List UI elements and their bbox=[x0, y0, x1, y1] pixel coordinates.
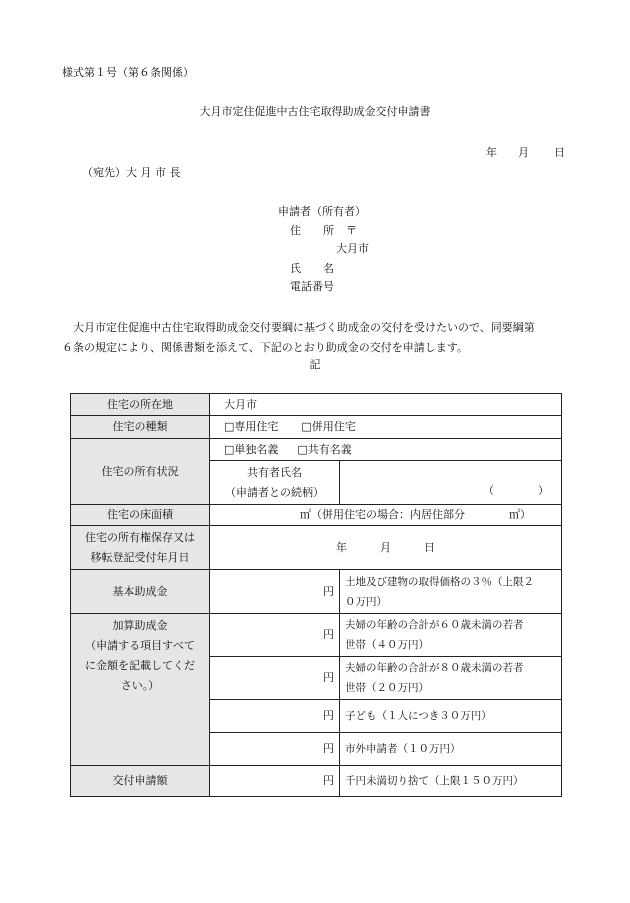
young-couple-60-note bbox=[340, 614, 562, 657]
date-year: 年 bbox=[486, 146, 497, 159]
location-value[interactable]: 大月市 bbox=[210, 394, 562, 416]
checkbox-sole-ownership[interactable]: □単独名義 bbox=[224, 442, 279, 456]
total-note: 千円未満切り捨て（上限１５０万円） bbox=[340, 766, 562, 797]
young-couple-80-note bbox=[340, 657, 562, 700]
row-house-type bbox=[71, 416, 562, 439]
basic-subsidy-note-1: 土地及び建物の取得価格の３％（上限２ bbox=[345, 575, 534, 588]
basic-subsidy-note bbox=[340, 570, 562, 614]
young-couple-80-note-2: 世帯（２０万円） bbox=[345, 682, 429, 694]
postal-mark: 〒 bbox=[346, 224, 357, 237]
registration-date-value[interactable]: 年 月 日 bbox=[210, 526, 562, 570]
checkbox-mixed-use-house[interactable]: □併用住宅 bbox=[301, 420, 356, 433]
name-label: 氏 名 bbox=[290, 262, 334, 275]
address-label: 住 所 bbox=[290, 224, 334, 237]
additional-subsidy-label-2: （申請する項目すべて bbox=[85, 639, 195, 652]
coowner-field[interactable] bbox=[340, 461, 562, 505]
coowner-label-name: 共有者氏名 bbox=[247, 465, 302, 479]
date-day: 日 bbox=[554, 146, 565, 159]
young-couple-60-note-2: 世帯（４０万円） bbox=[345, 639, 429, 651]
outside-applicant-note: 市外申請者（１０万円） bbox=[340, 733, 562, 766]
application-table bbox=[70, 393, 562, 797]
addressee: （宛先）大 月 市 長 bbox=[82, 166, 181, 179]
children-amount[interactable]: 円 bbox=[210, 700, 340, 733]
coowner-label bbox=[210, 461, 340, 505]
row-ownership-options bbox=[71, 439, 562, 461]
checkbox-dedicated-house[interactable]: □専用住宅 bbox=[224, 420, 279, 433]
ownership-label: 住宅の所有状況 bbox=[71, 439, 210, 505]
coowner-label-relation: （申請者との続柄） bbox=[225, 485, 324, 499]
basic-subsidy-label: 基本助成金 bbox=[71, 570, 210, 614]
additional-subsidy-label-3: に金額を記載してくだ bbox=[85, 659, 195, 672]
house-type-label: 住宅の種類 bbox=[71, 416, 210, 439]
date-month: 月 bbox=[518, 146, 529, 159]
address-city: 大月市 bbox=[336, 242, 369, 255]
children-note: 子ども（１人につき３０万円） bbox=[340, 700, 562, 733]
form-number: 様式第１号（第６条関係） bbox=[62, 66, 194, 79]
phone-label: 電話番号 bbox=[290, 280, 334, 293]
row-basic-subsidy bbox=[71, 570, 562, 614]
floor-area-label: 住宅の床面積 bbox=[71, 505, 210, 526]
row-registration-date bbox=[71, 526, 562, 570]
basic-subsidy-note-2: ０万円） bbox=[345, 595, 387, 608]
row-location bbox=[71, 394, 562, 416]
row-additional-subsidy-1 bbox=[71, 614, 562, 657]
total-label: 交付申請額 bbox=[71, 766, 210, 797]
registration-date-label-1: 住宅の所有権保存又は bbox=[85, 530, 195, 544]
young-couple-80-note-1: 夫婦の年齢の合計が８０歳未満の若者 bbox=[345, 662, 524, 674]
ownership-options bbox=[210, 439, 562, 461]
row-floor-area bbox=[71, 505, 562, 526]
row-total bbox=[71, 766, 562, 797]
additional-subsidy-label-4: さい。） bbox=[120, 679, 160, 692]
house-type-options bbox=[210, 416, 562, 439]
outside-applicant-amount[interactable]: 円 bbox=[210, 733, 340, 766]
registration-date-label bbox=[71, 526, 210, 570]
total-amount[interactable]: 円 bbox=[210, 766, 340, 797]
basic-subsidy-amount[interactable]: 円 bbox=[210, 570, 340, 614]
young-couple-60-amount[interactable]: 円 bbox=[210, 614, 340, 657]
ki-mark: 記 bbox=[309, 358, 321, 371]
body-line-2: ６条の規定により、関係書類を添えて、下記のとおり助成金の交付を申請します。 bbox=[62, 341, 468, 354]
floor-area-value[interactable]: ㎡（併用住宅の場合：内居住部分 ㎡） bbox=[210, 505, 562, 526]
document-title: 大月市定住促進中古住宅取得助成金交付申請書 bbox=[199, 105, 431, 118]
checkbox-joint-ownership[interactable]: □共有名義 bbox=[297, 442, 352, 456]
young-couple-60-note-1: 夫婦の年齢の合計が６０歳未満の若者 bbox=[345, 619, 524, 631]
young-couple-80-amount[interactable]: 円 bbox=[210, 657, 340, 700]
location-label: 住宅の所在地 bbox=[71, 394, 210, 416]
coowner-relation-paren: （ ） bbox=[483, 484, 549, 497]
additional-subsidy-label-1: 加算助成金 bbox=[112, 619, 168, 632]
registration-date-label-2: 移転登記受付年月日 bbox=[90, 550, 190, 564]
additional-subsidy-label bbox=[71, 614, 210, 766]
body-line-1: 大月市定住促進中古住宅取得助成金交付要綱に基づく助成金の交付を受けたいので、同要綱第 bbox=[62, 321, 535, 334]
applicant-heading: 申請者（所有者） bbox=[278, 205, 366, 218]
